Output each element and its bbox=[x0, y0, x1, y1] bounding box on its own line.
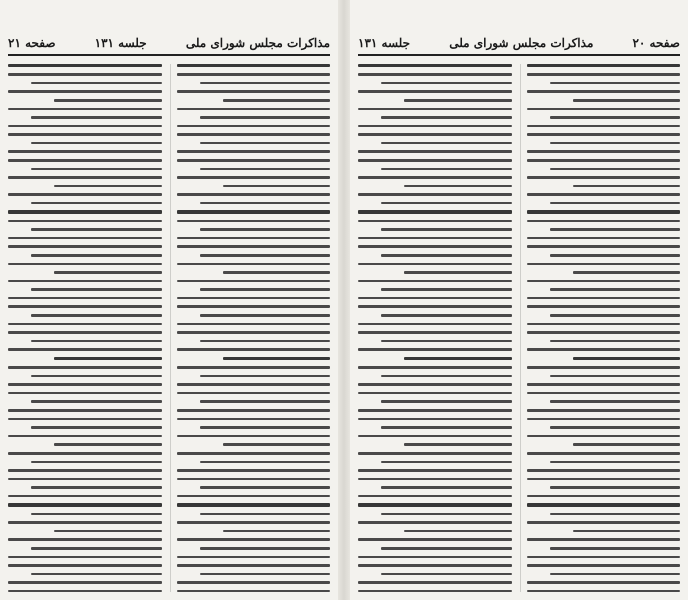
text-line bbox=[527, 478, 681, 481]
text-line bbox=[381, 547, 511, 550]
text-line bbox=[381, 461, 511, 464]
text-line bbox=[177, 73, 331, 76]
text-line bbox=[31, 573, 161, 576]
text-line bbox=[177, 469, 331, 472]
text-line bbox=[550, 288, 680, 291]
text-line bbox=[358, 176, 512, 179]
text-line bbox=[358, 210, 512, 213]
text-line bbox=[358, 452, 512, 455]
text-line bbox=[527, 469, 681, 472]
text-line bbox=[358, 245, 512, 248]
text-line bbox=[358, 348, 512, 351]
text-line bbox=[200, 513, 330, 516]
text-line bbox=[31, 254, 161, 257]
text-line bbox=[8, 159, 162, 162]
text-line bbox=[8, 90, 162, 93]
text-line bbox=[177, 245, 331, 248]
text-line bbox=[8, 220, 162, 223]
text-line bbox=[223, 530, 330, 533]
text-line bbox=[573, 357, 680, 360]
text-line bbox=[358, 495, 512, 498]
text-line bbox=[54, 357, 161, 360]
text-line bbox=[200, 82, 330, 85]
text-line bbox=[177, 90, 331, 93]
text-line bbox=[8, 383, 162, 386]
text-line bbox=[200, 168, 330, 171]
text-line bbox=[8, 538, 162, 541]
right-page bbox=[350, 0, 688, 600]
text-line bbox=[573, 443, 680, 446]
text-line bbox=[8, 237, 162, 240]
text-line bbox=[527, 348, 681, 351]
text-line bbox=[200, 426, 330, 429]
text-line bbox=[527, 125, 681, 128]
text-line bbox=[200, 142, 330, 145]
text-line bbox=[381, 228, 511, 231]
text-line bbox=[8, 305, 162, 308]
left-header-center: جلسه ۱۳۱ bbox=[94, 36, 147, 50]
text-line bbox=[358, 297, 512, 300]
left-page-header bbox=[8, 32, 330, 56]
text-line bbox=[177, 280, 331, 283]
text-line bbox=[358, 564, 512, 567]
text-line bbox=[381, 288, 511, 291]
text-line bbox=[8, 348, 162, 351]
text-line bbox=[550, 254, 680, 257]
right-header-right: صفحه ۲۰ bbox=[632, 36, 680, 50]
right-header-left: جلسه ۱۳۱ bbox=[358, 36, 411, 50]
text-line bbox=[527, 210, 681, 213]
text-line bbox=[550, 168, 680, 171]
text-line bbox=[8, 133, 162, 136]
text-line bbox=[8, 108, 162, 111]
text-line bbox=[177, 108, 331, 111]
text-line bbox=[358, 90, 512, 93]
text-line bbox=[177, 159, 331, 162]
text-line bbox=[550, 573, 680, 576]
text-line bbox=[177, 305, 331, 308]
text-line bbox=[550, 314, 680, 317]
text-line bbox=[223, 185, 330, 188]
text-line bbox=[31, 426, 161, 429]
text-line bbox=[381, 340, 511, 343]
text-line bbox=[31, 288, 161, 291]
text-line bbox=[404, 99, 511, 102]
text-line bbox=[8, 125, 162, 128]
text-line bbox=[177, 409, 331, 412]
text-line bbox=[381, 486, 511, 489]
text-line bbox=[381, 202, 511, 205]
text-line bbox=[381, 513, 511, 516]
text-line bbox=[177, 590, 331, 592]
text-line bbox=[550, 547, 680, 550]
text-line bbox=[527, 392, 681, 395]
text-line bbox=[527, 503, 681, 506]
text-line bbox=[527, 435, 681, 438]
text-line bbox=[358, 503, 512, 506]
text-line bbox=[404, 443, 511, 446]
text-line bbox=[8, 323, 162, 326]
text-line bbox=[573, 185, 680, 188]
text-line bbox=[8, 210, 162, 213]
text-line bbox=[550, 116, 680, 119]
text-line bbox=[381, 82, 511, 85]
text-line bbox=[177, 383, 331, 386]
text-line bbox=[177, 348, 331, 351]
text-line bbox=[8, 73, 162, 76]
text-line bbox=[8, 564, 162, 567]
text-line bbox=[31, 228, 161, 231]
text-line bbox=[527, 220, 681, 223]
text-line bbox=[177, 435, 331, 438]
text-line bbox=[381, 375, 511, 378]
text-line bbox=[8, 581, 162, 584]
text-line bbox=[200, 547, 330, 550]
text-line bbox=[358, 220, 512, 223]
text-line bbox=[358, 521, 512, 524]
text-line bbox=[358, 418, 512, 421]
text-line bbox=[54, 185, 161, 188]
text-line bbox=[358, 383, 512, 386]
text-line bbox=[54, 271, 161, 274]
text-line bbox=[358, 409, 512, 412]
text-line bbox=[550, 82, 680, 85]
text-line bbox=[358, 392, 512, 395]
text-line bbox=[200, 288, 330, 291]
text-line bbox=[358, 150, 512, 153]
text-line bbox=[177, 538, 331, 541]
text-line bbox=[573, 271, 680, 274]
text-line bbox=[223, 99, 330, 102]
text-line bbox=[31, 202, 161, 205]
text-line bbox=[527, 418, 681, 421]
text-line bbox=[177, 452, 331, 455]
text-line bbox=[527, 383, 681, 386]
text-line bbox=[358, 193, 512, 196]
text-line bbox=[404, 357, 511, 360]
text-line bbox=[550, 375, 680, 378]
text-line bbox=[527, 90, 681, 93]
text-line bbox=[177, 323, 331, 326]
text-line bbox=[31, 461, 161, 464]
text-line bbox=[54, 99, 161, 102]
text-line bbox=[527, 366, 681, 369]
text-line bbox=[223, 271, 330, 274]
text-line bbox=[8, 495, 162, 498]
right-page-columns bbox=[358, 64, 680, 592]
text-line bbox=[527, 521, 681, 524]
text-line bbox=[31, 513, 161, 516]
text-line bbox=[8, 64, 162, 67]
text-line bbox=[8, 263, 162, 266]
text-line bbox=[527, 73, 681, 76]
text-line bbox=[358, 305, 512, 308]
text-line bbox=[31, 400, 161, 403]
text-line bbox=[527, 452, 681, 455]
text-line bbox=[31, 314, 161, 317]
text-line bbox=[381, 142, 511, 145]
text-line bbox=[381, 254, 511, 257]
text-line bbox=[8, 409, 162, 412]
text-line bbox=[200, 116, 330, 119]
text-line bbox=[8, 150, 162, 153]
text-line bbox=[200, 375, 330, 378]
text-line bbox=[358, 590, 512, 592]
left-page bbox=[0, 0, 338, 600]
left-header-left: صفحه ۲۱ bbox=[8, 36, 56, 50]
text-line bbox=[358, 331, 512, 334]
text-line bbox=[358, 133, 512, 136]
text-line bbox=[381, 314, 511, 317]
text-line bbox=[527, 133, 681, 136]
text-line bbox=[527, 297, 681, 300]
text-line bbox=[200, 400, 330, 403]
text-line bbox=[200, 202, 330, 205]
text-line bbox=[177, 297, 331, 300]
text-line bbox=[8, 193, 162, 196]
text-line bbox=[31, 340, 161, 343]
text-line bbox=[527, 150, 681, 153]
text-line bbox=[527, 331, 681, 334]
text-line bbox=[8, 245, 162, 248]
text-line bbox=[31, 375, 161, 378]
text-line bbox=[31, 547, 161, 550]
text-line bbox=[177, 478, 331, 481]
text-line bbox=[527, 176, 681, 179]
text-line bbox=[54, 530, 161, 533]
text-line bbox=[177, 495, 331, 498]
text-line bbox=[31, 168, 161, 171]
text-line bbox=[54, 443, 161, 446]
text-line bbox=[550, 486, 680, 489]
text-line bbox=[358, 237, 512, 240]
right-col-1 bbox=[520, 64, 681, 592]
text-line bbox=[381, 168, 511, 171]
text-line bbox=[177, 133, 331, 136]
text-line bbox=[358, 73, 512, 76]
text-line bbox=[177, 581, 331, 584]
text-line bbox=[31, 142, 161, 145]
text-line bbox=[527, 245, 681, 248]
left-col-2 bbox=[8, 64, 162, 592]
text-line bbox=[550, 426, 680, 429]
text-line bbox=[8, 297, 162, 300]
text-line bbox=[200, 461, 330, 464]
text-line bbox=[8, 435, 162, 438]
text-line bbox=[358, 478, 512, 481]
text-line bbox=[381, 400, 511, 403]
text-line bbox=[527, 237, 681, 240]
text-line bbox=[527, 556, 681, 559]
book-gutter bbox=[338, 0, 350, 600]
text-line bbox=[358, 280, 512, 283]
text-line bbox=[177, 64, 331, 67]
text-line bbox=[8, 556, 162, 559]
right-header-center: مذاکرات مجلس شورای ملی bbox=[449, 36, 594, 50]
text-line bbox=[31, 82, 161, 85]
left-col-1 bbox=[170, 64, 331, 592]
text-line bbox=[200, 314, 330, 317]
right-col-2 bbox=[358, 64, 512, 592]
text-line bbox=[550, 513, 680, 516]
text-line bbox=[8, 392, 162, 395]
text-line bbox=[200, 254, 330, 257]
text-line bbox=[527, 305, 681, 308]
left-page-columns bbox=[8, 64, 330, 592]
text-line bbox=[200, 486, 330, 489]
text-line bbox=[573, 99, 680, 102]
left-header-right: مذاکرات مجلس شورای ملی bbox=[185, 36, 330, 50]
text-line bbox=[358, 159, 512, 162]
text-line bbox=[527, 64, 681, 67]
text-line bbox=[31, 486, 161, 489]
text-line bbox=[527, 263, 681, 266]
text-line bbox=[527, 564, 681, 567]
text-line bbox=[177, 125, 331, 128]
text-line bbox=[223, 443, 330, 446]
text-line bbox=[177, 150, 331, 153]
text-line bbox=[8, 469, 162, 472]
text-line bbox=[200, 573, 330, 576]
text-line bbox=[200, 340, 330, 343]
text-line bbox=[358, 435, 512, 438]
text-line bbox=[358, 366, 512, 369]
text-line bbox=[8, 452, 162, 455]
text-line bbox=[358, 64, 512, 67]
text-line bbox=[8, 478, 162, 481]
text-line bbox=[527, 590, 681, 592]
text-line bbox=[381, 573, 511, 576]
text-line bbox=[358, 108, 512, 111]
text-line bbox=[8, 366, 162, 369]
text-line bbox=[404, 530, 511, 533]
text-line bbox=[358, 538, 512, 541]
text-line bbox=[550, 228, 680, 231]
text-line bbox=[527, 495, 681, 498]
text-line bbox=[177, 418, 331, 421]
text-line bbox=[8, 331, 162, 334]
text-line bbox=[550, 142, 680, 145]
text-line bbox=[8, 280, 162, 283]
text-line bbox=[550, 461, 680, 464]
text-line bbox=[8, 418, 162, 421]
text-line bbox=[177, 331, 331, 334]
text-line bbox=[381, 426, 511, 429]
text-line bbox=[177, 503, 331, 506]
text-line bbox=[358, 581, 512, 584]
text-line bbox=[177, 237, 331, 240]
text-line bbox=[404, 185, 511, 188]
text-line bbox=[550, 400, 680, 403]
text-line bbox=[8, 590, 162, 592]
text-line bbox=[177, 176, 331, 179]
text-line bbox=[31, 116, 161, 119]
text-line bbox=[177, 220, 331, 223]
text-line bbox=[177, 392, 331, 395]
text-line bbox=[381, 116, 511, 119]
text-line bbox=[527, 193, 681, 196]
text-line bbox=[550, 202, 680, 205]
text-line bbox=[177, 564, 331, 567]
right-page-header bbox=[358, 32, 680, 56]
text-line bbox=[177, 193, 331, 196]
text-line bbox=[527, 108, 681, 111]
text-line bbox=[573, 530, 680, 533]
text-line bbox=[527, 409, 681, 412]
text-line bbox=[527, 159, 681, 162]
text-line bbox=[358, 556, 512, 559]
text-line bbox=[177, 521, 331, 524]
text-line bbox=[358, 263, 512, 266]
text-line bbox=[358, 469, 512, 472]
text-line bbox=[177, 366, 331, 369]
text-line bbox=[527, 581, 681, 584]
text-line bbox=[358, 323, 512, 326]
text-line bbox=[200, 228, 330, 231]
text-line bbox=[8, 521, 162, 524]
text-line bbox=[404, 271, 511, 274]
text-line bbox=[177, 556, 331, 559]
text-line bbox=[527, 323, 681, 326]
text-line bbox=[223, 357, 330, 360]
text-line bbox=[527, 280, 681, 283]
text-line bbox=[550, 340, 680, 343]
text-line bbox=[358, 125, 512, 128]
text-line bbox=[177, 263, 331, 266]
text-line bbox=[8, 503, 162, 506]
text-line bbox=[177, 210, 331, 213]
text-line bbox=[527, 538, 681, 541]
text-line bbox=[8, 176, 162, 179]
